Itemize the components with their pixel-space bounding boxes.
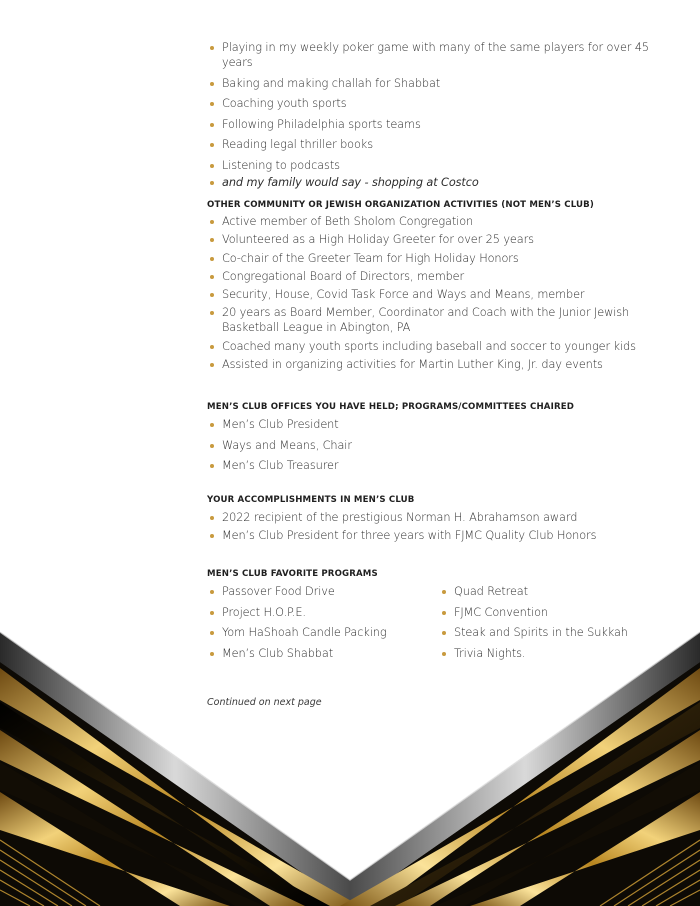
list-item: Coaching youth sports (207, 96, 677, 111)
section-title: MEN’S CLUB OFFICES YOU HAVE HELD; PROGRAMS/COMMITTEES CHAIRED (207, 402, 575, 412)
list-item: Men’s Club President (207, 417, 677, 432)
programs-right-list (439, 584, 679, 666)
list-item: Steak and Spirits in the Sukkah (439, 625, 679, 640)
community-list (207, 214, 677, 372)
list-item: FJMC Convention (439, 605, 679, 620)
list-item: Assisted in organizing activities for Martin Luther King, Jr. day events (207, 357, 677, 372)
accomplishments-section (207, 495, 677, 547)
list-item: Men’s Club Shabbat (207, 646, 437, 661)
list-item: Yom HaShoah Candle Packing (207, 625, 437, 640)
community-section (207, 200, 677, 375)
list-item: Volunteered as a High Holiday Greeter for over 25 years (207, 232, 677, 247)
list-item: 2022 recipient of the prestigious Norman H. Abrahamson award (207, 510, 677, 525)
programs-section (207, 569, 677, 579)
list-item: Ways and Means, Chair (207, 438, 677, 453)
list-item: Co-chair of the Greeter Team for High Holiday Honors (207, 251, 677, 266)
list-item: Coached many youth sports including baseball and soccer to younger kids (207, 339, 677, 354)
list-item: 20 years as Board Member, Coordinator and Coach with the Junior Jewish Basketball League in Abington, PA (207, 305, 677, 335)
list-item: Men’s Club President for three years with FJMC Quality Club Honors (207, 528, 677, 543)
list-item: Following Philadelphia sports teams (207, 117, 677, 132)
list-item: Trivia Nights. (439, 646, 679, 661)
list-item: Men’s Club Treasurer (207, 458, 677, 473)
list-item: Congregational Board of Directors, member (207, 269, 677, 284)
continued-note: Continued on next page (207, 697, 322, 708)
section-title: YOUR ACCOMPLISHMENTS IN MEN’S CLUB (207, 495, 415, 505)
list-item: Reading legal thriller books (207, 137, 677, 152)
list-item: Security, House, Covid Task Force and Ways and Means, member (207, 287, 677, 302)
list-item: Active member of Beth Sholom Congregation (207, 214, 677, 229)
list-item: Passover Food Drive (207, 584, 437, 599)
list-item: Project H.O.P.E. (207, 605, 437, 620)
list-item: Listening to podcasts (207, 158, 677, 173)
section-title: OTHER COMMUNITY OR JEWISH ORGANIZATION ACTIVITIES (NOT MEN’S CLUB) (207, 200, 594, 210)
hobbies-section (207, 40, 677, 195)
section-title: MEN’S CLUB FAVORITE PROGRAMS (207, 569, 378, 579)
hobbies-continuation: and my family would say - shopping at Costco (207, 175, 677, 190)
programs-left-list (207, 584, 437, 666)
offices-section (207, 402, 677, 479)
offices-list (207, 417, 677, 473)
accomplishments-list (207, 510, 677, 543)
list-item: Quad Retreat (439, 584, 679, 599)
hobbies-list (207, 40, 677, 173)
list-item: Baking and making challah for Shabbat (207, 76, 677, 91)
list-item: Playing in my weekly poker game with many of the same players for over 45 years (207, 40, 677, 70)
